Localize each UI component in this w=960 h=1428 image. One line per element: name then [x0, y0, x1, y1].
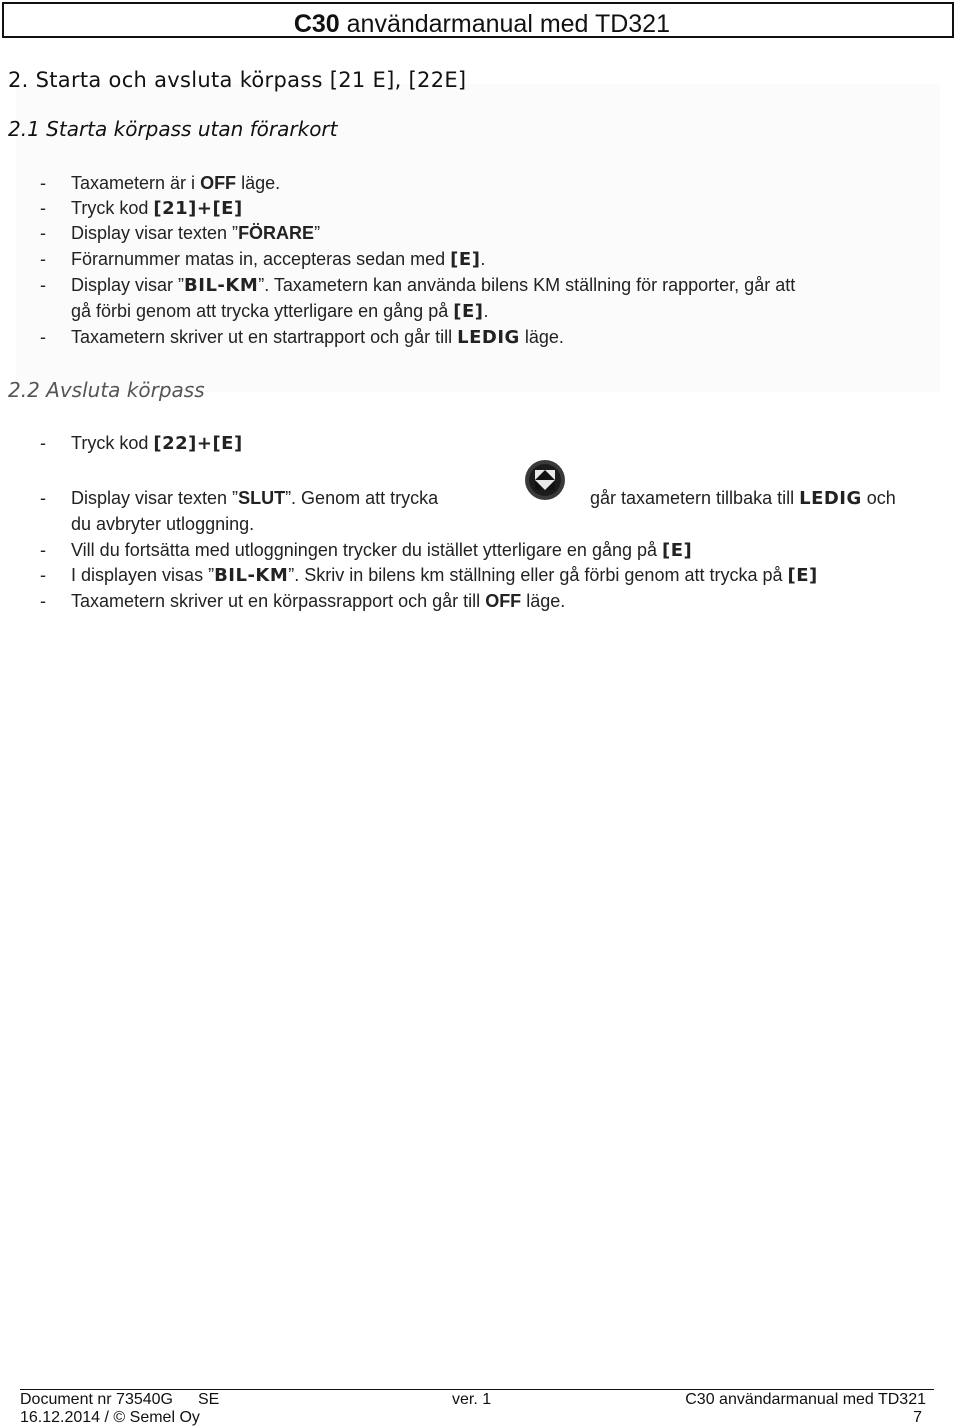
- list-item: - Taxametern skriver ut en startrapport och går till LEDIG läge.: [40, 327, 564, 348]
- list-item: - Vill du fortsätta med utloggningen trycker du istället ytterligare en gång på [E]: [40, 540, 693, 561]
- footer-language: SE: [198, 1391, 220, 1408]
- subsection-title-start: 2.1 Starta körpass utan förarkort: [8, 117, 338, 141]
- list-item: - Taxametern skriver ut en körpassrapport och går till OFF läge.: [40, 591, 566, 611]
- list-item-continuation: gå förbi genom att trycka ytterligare en gång på [E].: [71, 301, 489, 322]
- footer-title: C30 användarmanual med TD321: [685, 1391, 926, 1408]
- list-item: - Display visar texten ”SLUT”. Genom att trycka: [40, 488, 439, 508]
- list-item: - Förarnummer matas in, accepteras sedan med [E].: [40, 249, 486, 270]
- subsection-title-end: 2.2 Avsluta körpass: [8, 378, 205, 402]
- list-item: - I displayen visas ”BIL-KM”. Skriv in bilens km ställning eller gå förbi genom att trycka på [E]: [40, 565, 818, 586]
- footer-version: ver. 1: [452, 1391, 492, 1408]
- list-item-continuation: du avbryter utloggning.: [71, 514, 255, 534]
- list-item-continuation: går taxametern tillbaka till LEDIG och: [590, 488, 896, 509]
- list-item: - Tryck kod [21]+[E]: [40, 198, 243, 219]
- list-item: - Tryck kod [22]+[E]: [40, 433, 243, 454]
- footer-doc-number: Document nr 73540G: [20, 1391, 173, 1408]
- footer-rule: [20, 1389, 934, 1390]
- list-item: - Display visar texten ”FÖRARE”: [40, 223, 321, 243]
- header-title: C30 användarmanual med TD321: [293, 10, 670, 38]
- up-arrow-button-icon: [524, 459, 566, 501]
- list-item: - Taxametern är i OFF läge.: [40, 173, 281, 193]
- list-item: - Display visar ”BIL-KM”. Taxametern kan använda bilens KM ställning för rapporter, går att: [40, 275, 796, 296]
- header-box: [2, 2, 954, 38]
- section-title: 2. Starta och avsluta körpass [21 E], [22E]: [8, 68, 467, 92]
- footer-page-number: 7: [913, 1409, 922, 1426]
- footer-date: 16.12.2014 / © Semel Oy: [20, 1409, 200, 1426]
